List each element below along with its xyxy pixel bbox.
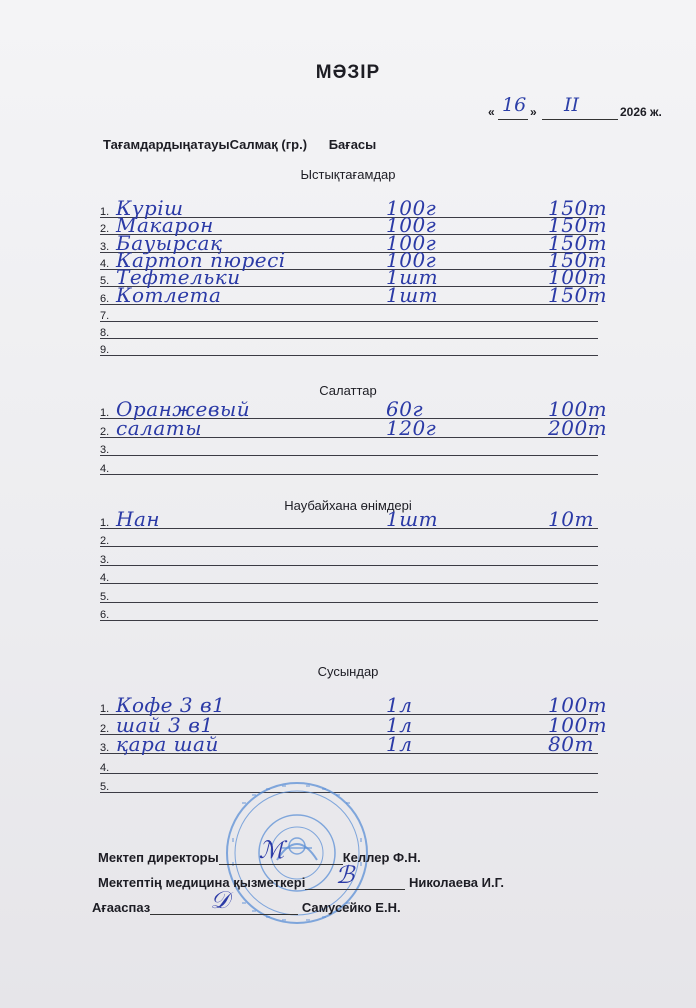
dish-name: Бауырсақ: [116, 230, 223, 255]
dish-weight: 1л: [386, 712, 413, 737]
date-month: II: [564, 94, 580, 116]
section-title: Ыстықтағамдар: [300, 167, 396, 182]
menu-row: [100, 602, 598, 621]
menu-row: [100, 456, 598, 475]
section-title: Салаттар: [319, 383, 377, 398]
row-number: 3.: [100, 240, 110, 253]
signature-scribble-icon: ℬ: [335, 861, 355, 889]
row-number: 5.: [100, 590, 110, 603]
row-number: 7.: [100, 309, 110, 322]
row-number: 2.: [100, 722, 110, 735]
row-number: 3.: [100, 444, 110, 456]
dish-weight: 120г: [386, 415, 437, 440]
signature-medic: [98, 861, 504, 890]
menu-row: [100, 547, 598, 566]
menu-row: [100, 755, 598, 774]
date-open-quote: «: [488, 105, 495, 119]
dish-weight: 60г: [386, 397, 424, 421]
row-number: 1.: [100, 517, 110, 529]
dish-name: Нан: [116, 507, 161, 531]
dish-price: 150т: [548, 247, 608, 272]
dish-price: 200т: [548, 415, 608, 440]
row-number: 3.: [100, 742, 110, 754]
dish-name: қара шай: [116, 732, 219, 756]
row-number: 8.: [100, 327, 110, 340]
row-number: 4.: [100, 257, 110, 270]
dish-price: 100т: [548, 693, 608, 717]
menu-row: [100, 528, 598, 547]
date-line: [486, 94, 676, 122]
dish-price: 150т: [548, 282, 608, 307]
dish-price: 10т: [548, 507, 594, 531]
dish-name: Кофе 3 в1: [116, 693, 226, 717]
dish-name: Картоп пюресі: [116, 247, 286, 272]
menu-row: [100, 584, 598, 603]
dish-weight: 1шт: [386, 282, 439, 307]
row-number: 4.: [100, 462, 110, 475]
signature-chef-role: Ағааспаз: [92, 900, 151, 915]
signature-scribble-icon: ℳ: [258, 836, 285, 864]
menu-row: [100, 565, 598, 584]
signature-medic-name: Николаева И.Г.: [408, 875, 504, 890]
dish-weight: 1л: [386, 693, 413, 717]
row-number: 4.: [100, 572, 110, 585]
date-month-underline: [542, 119, 618, 120]
dish-price: 150т: [548, 230, 608, 255]
section-title: Наубайхана өнімдері: [284, 498, 412, 513]
row-number: 2.: [100, 425, 110, 438]
menu-row: [100, 337, 598, 356]
date-day: 16: [502, 94, 527, 116]
row-number: 5.: [100, 275, 110, 288]
row-number: 4.: [100, 761, 110, 774]
row-number: 1.: [100, 407, 110, 419]
menu-row: [100, 282, 608, 307]
signature-director: [98, 836, 421, 865]
dish-weight: 100г: [386, 230, 437, 255]
dish-weight: 100г: [386, 247, 437, 272]
dish-name: салаты: [116, 415, 203, 440]
row-number: 1.: [100, 703, 110, 715]
section-title: Сусындар: [317, 664, 379, 679]
dish-weight: 100г: [386, 196, 437, 220]
dish-name: Макарон: [116, 213, 214, 238]
signature-chef: [92, 886, 401, 915]
dish-price: 100т: [548, 265, 608, 290]
column-name-label: ТағамдардыңатауыСалмақ (гр.): [103, 137, 308, 152]
signature-medic-role: Мектептің медицина қызметкері: [98, 875, 306, 890]
signature-director-name: Келлер Ф.Н.: [342, 850, 421, 865]
menu-row: [100, 303, 598, 322]
dish-weight: 100г: [386, 213, 437, 238]
row-number: 6.: [100, 609, 110, 621]
signature-scribble-icon: 𝒟: [210, 886, 230, 914]
dish-name: Күріш: [116, 196, 184, 220]
signature-director-role: Мектеп директоры: [98, 850, 219, 865]
dish-name: Оранжевый: [116, 397, 251, 421]
dish-name: Тефтельки: [116, 265, 241, 290]
date-year: 2026 ж.: [620, 105, 662, 119]
column-header: [103, 137, 376, 152]
dish-name: шай 3 в1: [116, 712, 214, 737]
dish-price: 100т: [548, 397, 608, 421]
menu-row: [100, 507, 598, 531]
menu-row: [100, 437, 598, 456]
menu-row: [100, 732, 598, 756]
menu-row: [100, 320, 598, 339]
dish-weight: 1л: [386, 732, 413, 756]
dish-weight: 1шт: [386, 265, 439, 290]
dish-price: 80т: [548, 732, 594, 756]
row-number: 2.: [100, 223, 110, 236]
row-number: 5.: [100, 781, 110, 793]
dish-name: Котлета: [116, 282, 222, 307]
row-number: 3.: [100, 553, 110, 566]
date-day-underline: [498, 119, 528, 120]
row-number: 2.: [100, 535, 110, 548]
dish-price: 150т: [548, 196, 608, 220]
column-price-label: Бағасы: [328, 137, 377, 152]
document-title: МӘЗІР: [315, 62, 381, 83]
date-close-quote: »: [530, 105, 537, 119]
signature-chef-name: Самусейко Е.Н.: [301, 900, 401, 915]
dish-price: 100т: [548, 712, 608, 737]
menu-row: [100, 415, 608, 440]
dish-weight: 1шт: [386, 507, 439, 531]
row-number: 1.: [100, 206, 110, 218]
dish-price: 150т: [548, 213, 608, 238]
row-number: 9.: [100, 344, 110, 357]
row-number: 6.: [100, 292, 110, 305]
